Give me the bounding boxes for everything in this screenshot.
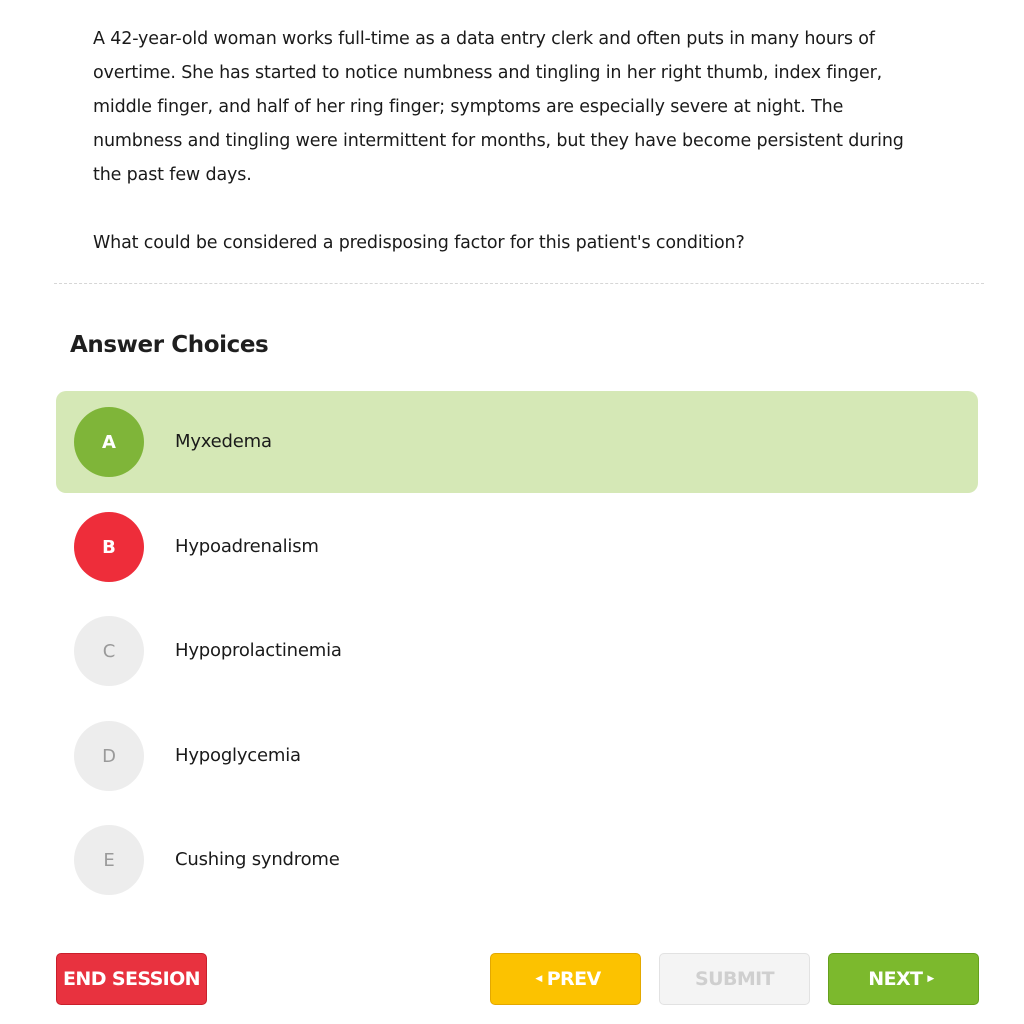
end-session-label: END SESSION	[63, 968, 200, 990]
question-text	[93, 22, 963, 192]
question-line: middle finger, and half of her ring finger; symptoms are especially severe at night. The	[93, 97, 844, 117]
choice-letter-badge: D	[74, 721, 144, 791]
question-line: the past few days.	[93, 165, 252, 185]
next-button[interactable]	[828, 953, 979, 1005]
submit-label: SUBMIT	[695, 968, 774, 990]
section-divider	[54, 283, 984, 284]
question-stem	[93, 22, 963, 260]
choice-label: Myxedema	[175, 431, 272, 452]
choice-label: Hypoadrenalism	[175, 536, 319, 557]
answer-choice-e[interactable]	[56, 809, 978, 911]
answer-choice-d[interactable]	[56, 705, 978, 807]
choice-label: Hypoglycemia	[175, 745, 301, 766]
answer-choice-a[interactable]	[56, 391, 978, 493]
prev-button[interactable]	[490, 953, 641, 1005]
answer-choice-b[interactable]	[56, 496, 978, 598]
prev-label: PREV	[546, 968, 601, 990]
choice-letter-badge: B	[74, 512, 144, 582]
end-session-button[interactable]	[56, 953, 207, 1005]
choice-label: Hypoprolactinemia	[175, 640, 342, 661]
choice-letter-badge: C	[74, 616, 144, 686]
submit-button[interactable]	[659, 953, 810, 1005]
choice-label: Cushing syndrome	[175, 849, 340, 870]
answer-choice-c[interactable]	[56, 600, 978, 702]
answer-choices-heading: Answer Choices	[70, 332, 269, 358]
caret-right-icon: ▶	[927, 974, 934, 984]
question-line: numbness and tingling were intermittent for months, but they have become persistent during	[93, 131, 904, 151]
question-line: overtime. She has started to notice numbness and tingling in her right thumb, index finger,	[93, 63, 883, 83]
caret-left-icon: ◀	[535, 974, 542, 984]
next-label: NEXT	[868, 968, 923, 990]
question-line: A 42-year-old woman works full-time as a data entry clerk and often puts in many hours of	[93, 29, 875, 49]
question-prompt: What could be considered a predisposing factor for this patient's condition?	[93, 233, 745, 253]
choice-letter-badge: A	[74, 407, 144, 477]
choice-letter-badge: E	[74, 825, 144, 895]
